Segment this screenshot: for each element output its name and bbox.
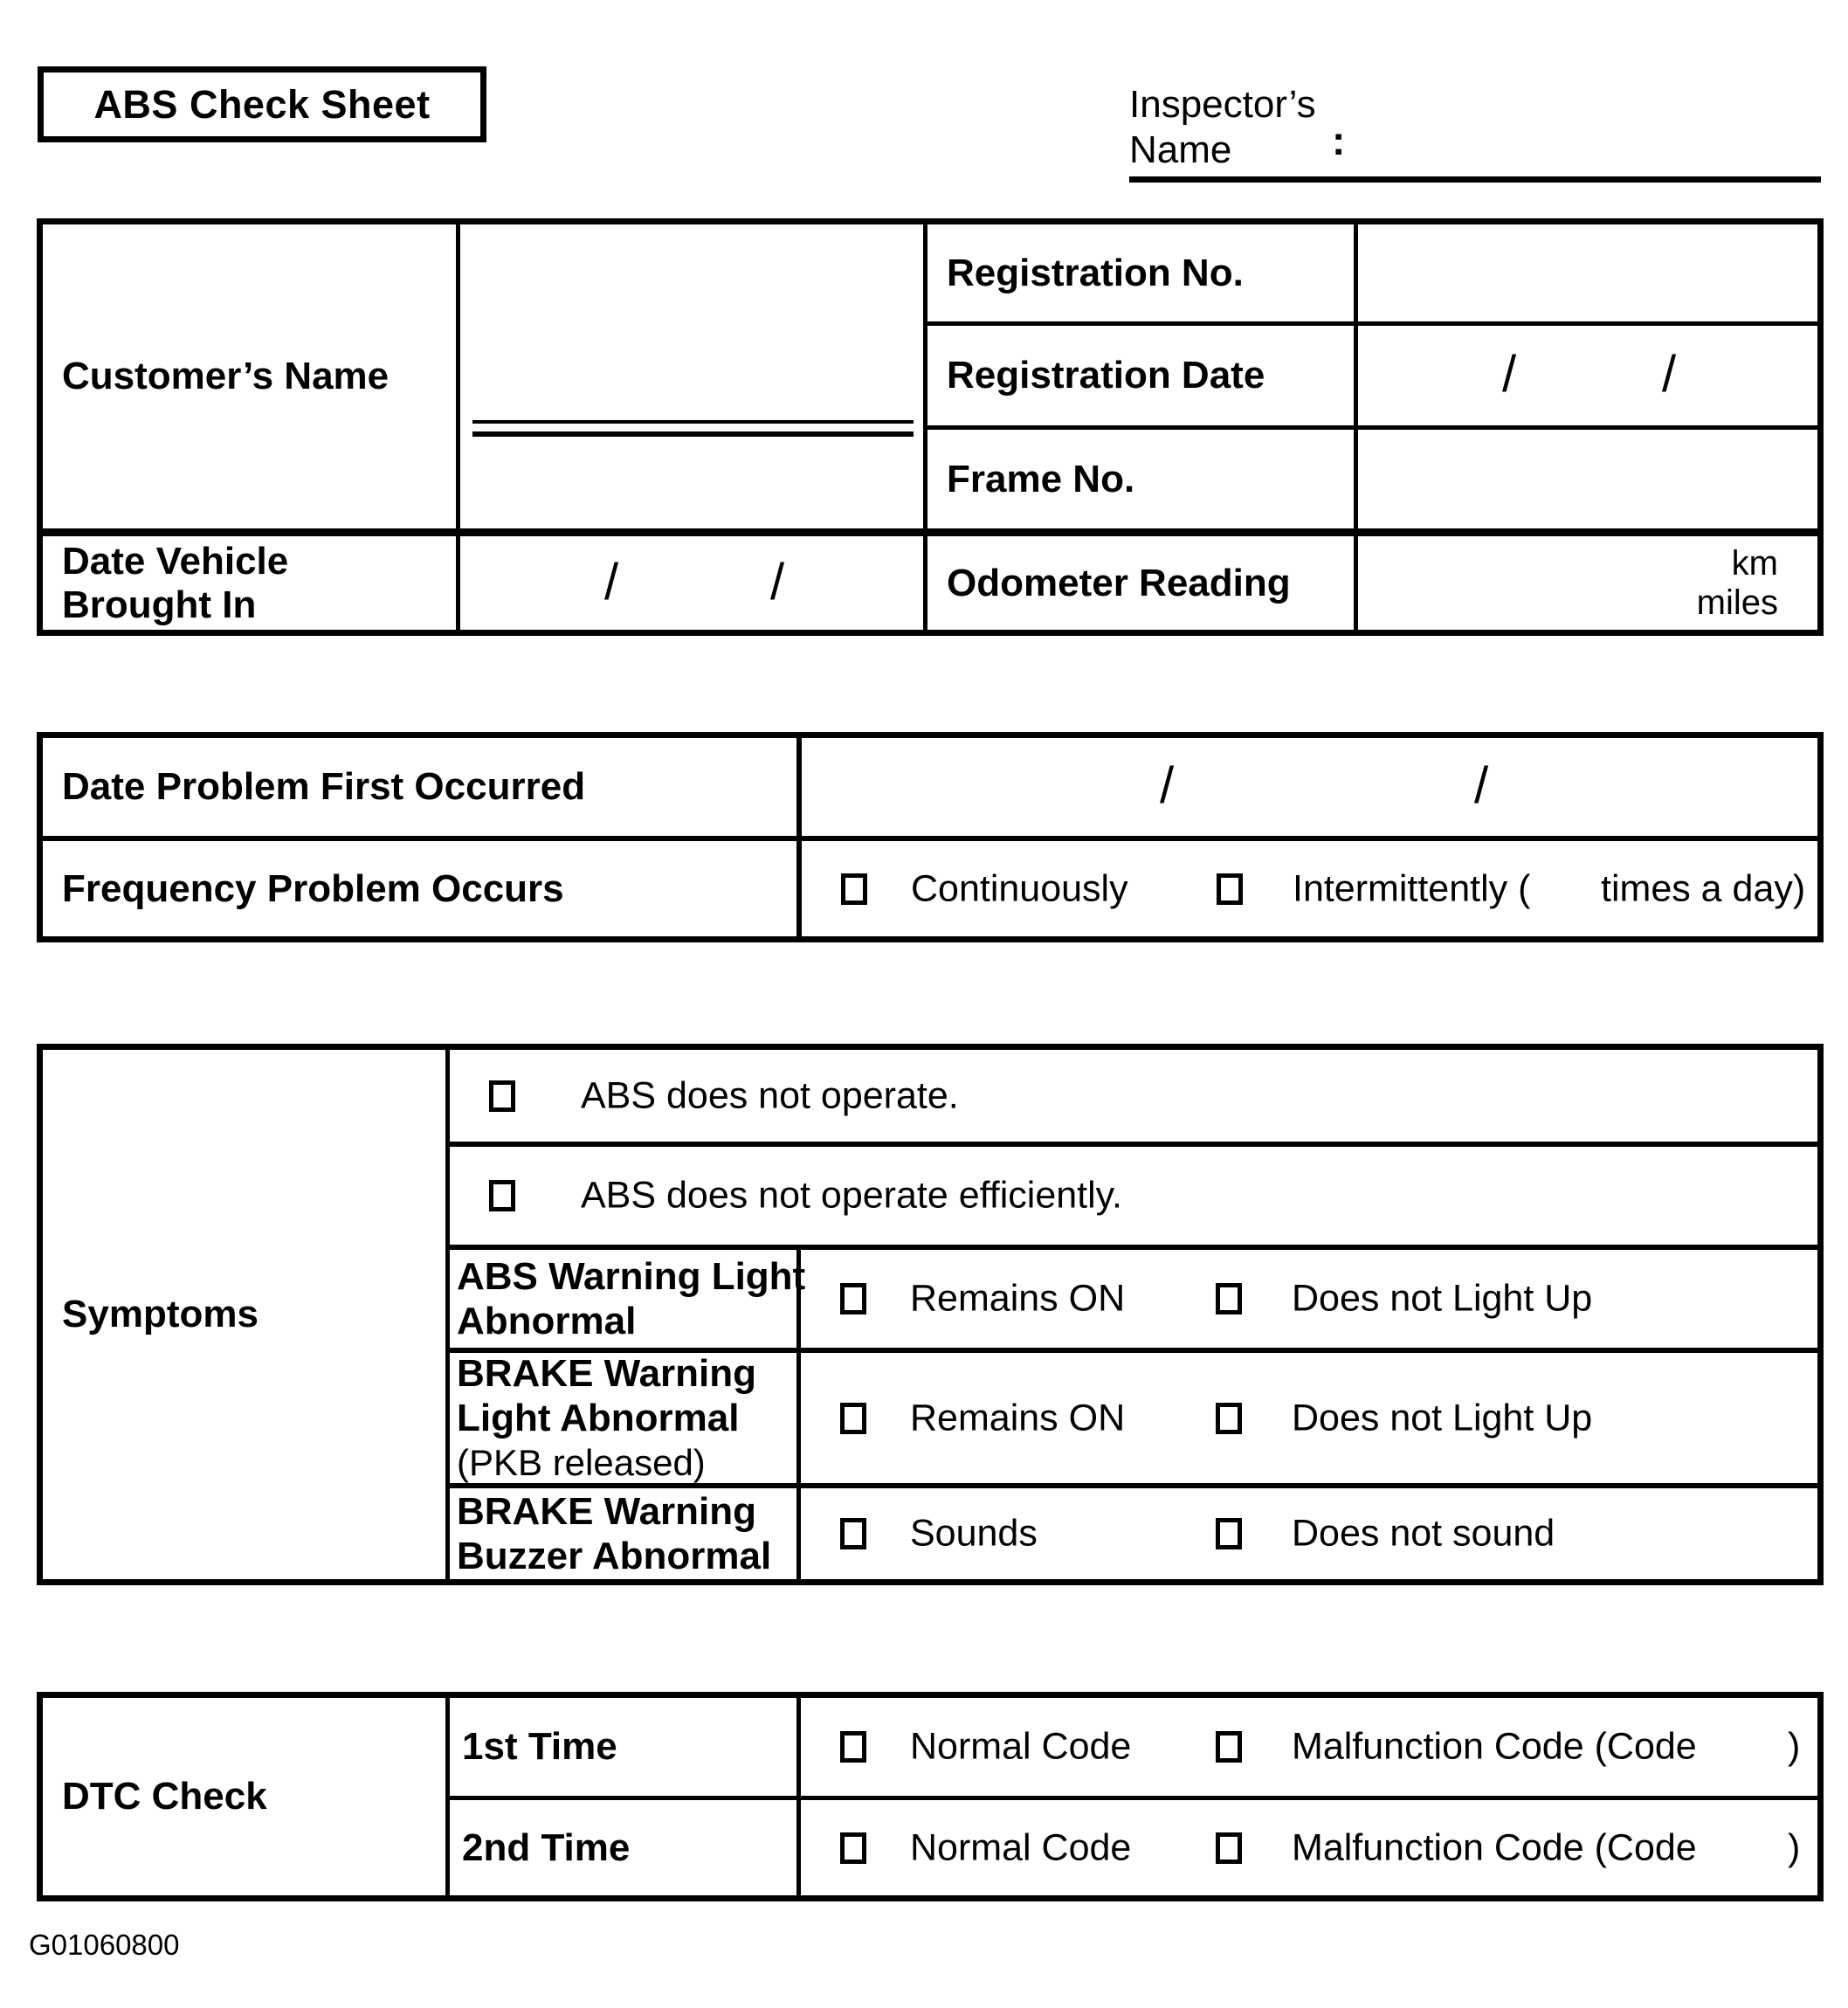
- abs-light-not-light-label: Does not Light Up: [1292, 1277, 1593, 1320]
- unit-km: km: [1731, 543, 1778, 583]
- dtc2-malfunction-checkbox[interactable]: [1216, 1832, 1242, 1864]
- inspector-colon: :: [1332, 118, 1346, 163]
- abs-inefficient-label: ABS does not operate efficiently.: [581, 1174, 1122, 1217]
- inspector-block: [1129, 82, 1821, 173]
- frame-no-label: Frame No.: [923, 425, 1354, 528]
- brake-warning-buzzer-label: BRAKE Warning Buzzer Abnormal: [445, 1483, 796, 1579]
- date-slash: /: [770, 553, 785, 611]
- abs-no-operate-checkbox[interactable]: [489, 1080, 515, 1112]
- inspector-label-line2: Name: [1129, 128, 1232, 171]
- dtc1-normal-label: Normal Code: [910, 1725, 1132, 1768]
- unit-miles: miles: [1696, 583, 1778, 622]
- abs-inefficient-checkbox[interactable]: [489, 1180, 515, 1211]
- buzzer-sounds-checkbox[interactable]: [840, 1518, 866, 1549]
- abs-no-operate-label: ABS does not operate.: [581, 1074, 959, 1116]
- inspector-name-field[interactable]: [1129, 176, 1821, 183]
- odometer-reading-label: Odometer Reading: [923, 528, 1354, 630]
- date-slash: /: [1474, 757, 1489, 815]
- intermittently-checkbox[interactable]: [1217, 873, 1243, 905]
- buzzer-sounds-label: Sounds: [910, 1512, 1038, 1555]
- odometer-reading-field[interactable]: [1354, 528, 1817, 630]
- dtc-1st-time-label: 1st Time: [445, 1698, 796, 1796]
- dtc2-normal-checkbox[interactable]: [840, 1832, 866, 1864]
- dtc-2nd-time-options: [796, 1796, 1817, 1895]
- inspector-label-line1: Inspector’s: [1129, 83, 1316, 126]
- buzzer-not-sound-checkbox[interactable]: [1216, 1518, 1242, 1549]
- dtc2-paren-close: ): [1788, 1826, 1801, 1868]
- frequency-options-cell: [796, 836, 1817, 936]
- brake-light-not-light-label: Does not Light Up: [1292, 1397, 1593, 1439]
- dtc-2nd-time-label: 2nd Time: [445, 1796, 796, 1895]
- date-problem-first-occurred-label: Date Problem First Occurred: [62, 765, 586, 808]
- date-vehicle-brought-in-label: Date Vehicle Brought In: [43, 528, 456, 630]
- dtc1-malfunction-checkbox[interactable]: [1216, 1731, 1242, 1763]
- abs-light-not-light-checkbox[interactable]: [1216, 1283, 1242, 1315]
- date-slash: /: [604, 553, 619, 611]
- dtc-1st-time-options: [796, 1698, 1817, 1796]
- date-slash: /: [1502, 346, 1517, 404]
- page-title: ABS Check Sheet: [93, 81, 431, 127]
- dtc1-paren-close: ): [1788, 1725, 1801, 1768]
- registration-date-label: Registration Date: [923, 321, 1354, 425]
- frame-no-field[interactable]: [1354, 425, 1817, 528]
- brake-light-remains-on-label: Remains ON: [910, 1397, 1126, 1439]
- problem-occurrence-table: [37, 732, 1824, 942]
- date-vehicle-brought-in-field[interactable]: [456, 528, 923, 630]
- abs-light-remains-on-label: Remains ON: [910, 1277, 1126, 1320]
- abs-warning-light-label: ABS Warning Light Abnormal: [445, 1245, 796, 1348]
- date-slash: /: [1662, 346, 1677, 404]
- title-box: [38, 66, 486, 142]
- abs-light-remains-on-checkbox[interactable]: [840, 1283, 866, 1315]
- vehicle-info-table: [37, 218, 1824, 636]
- brake-warning-light-options: [796, 1348, 1817, 1483]
- brake-warning-light-label: BRAKE Warning Light Abnormal (PKB released): [445, 1348, 796, 1483]
- continuously-label: Continuously: [911, 867, 1128, 909]
- dtc-check-table: [37, 1692, 1824, 1901]
- dtc-check-label: DTC Check: [62, 1775, 267, 1818]
- symptoms-label: Symptoms: [62, 1293, 259, 1335]
- continuously-checkbox[interactable]: [841, 873, 867, 905]
- buzzer-not-sound-label: Does not sound: [1292, 1512, 1555, 1555]
- brake-light-remains-on-checkbox[interactable]: [840, 1403, 866, 1434]
- customer-name-field[interactable]: [472, 420, 914, 437]
- brake-light-not-light-checkbox[interactable]: [1216, 1403, 1242, 1434]
- customer-name-label: Customer’s Name: [62, 355, 390, 397]
- abs-inefficient-row: [445, 1142, 1817, 1245]
- date-problem-first-occurred-field[interactable]: [796, 738, 1817, 836]
- intermittently-label: Intermittently (: [1293, 867, 1531, 909]
- date-slash: /: [1160, 757, 1175, 815]
- abs-no-operate-row: [445, 1050, 1817, 1142]
- dtc2-normal-label: Normal Code: [910, 1826, 1132, 1868]
- dtc2-malfunction-label: Malfunction Code (Code: [1292, 1826, 1697, 1868]
- registration-no-field[interactable]: [1354, 224, 1817, 321]
- abs-warning-light-options: [796, 1245, 1817, 1348]
- registration-no-label: Registration No.: [923, 224, 1354, 321]
- customer-name-value-cell[interactable]: [456, 224, 923, 528]
- registration-date-field[interactable]: [1354, 321, 1817, 425]
- times-a-day-label: times a day): [1601, 867, 1806, 909]
- frequency-problem-occurs-label: Frequency Problem Occurs: [43, 836, 796, 936]
- figure-code: G01060800: [29, 1929, 180, 1961]
- brake-warning-buzzer-options: [796, 1483, 1817, 1579]
- dtc1-normal-checkbox[interactable]: [840, 1731, 866, 1763]
- dtc1-malfunction-label: Malfunction Code (Code: [1292, 1725, 1697, 1768]
- symptoms-table: [37, 1044, 1824, 1585]
